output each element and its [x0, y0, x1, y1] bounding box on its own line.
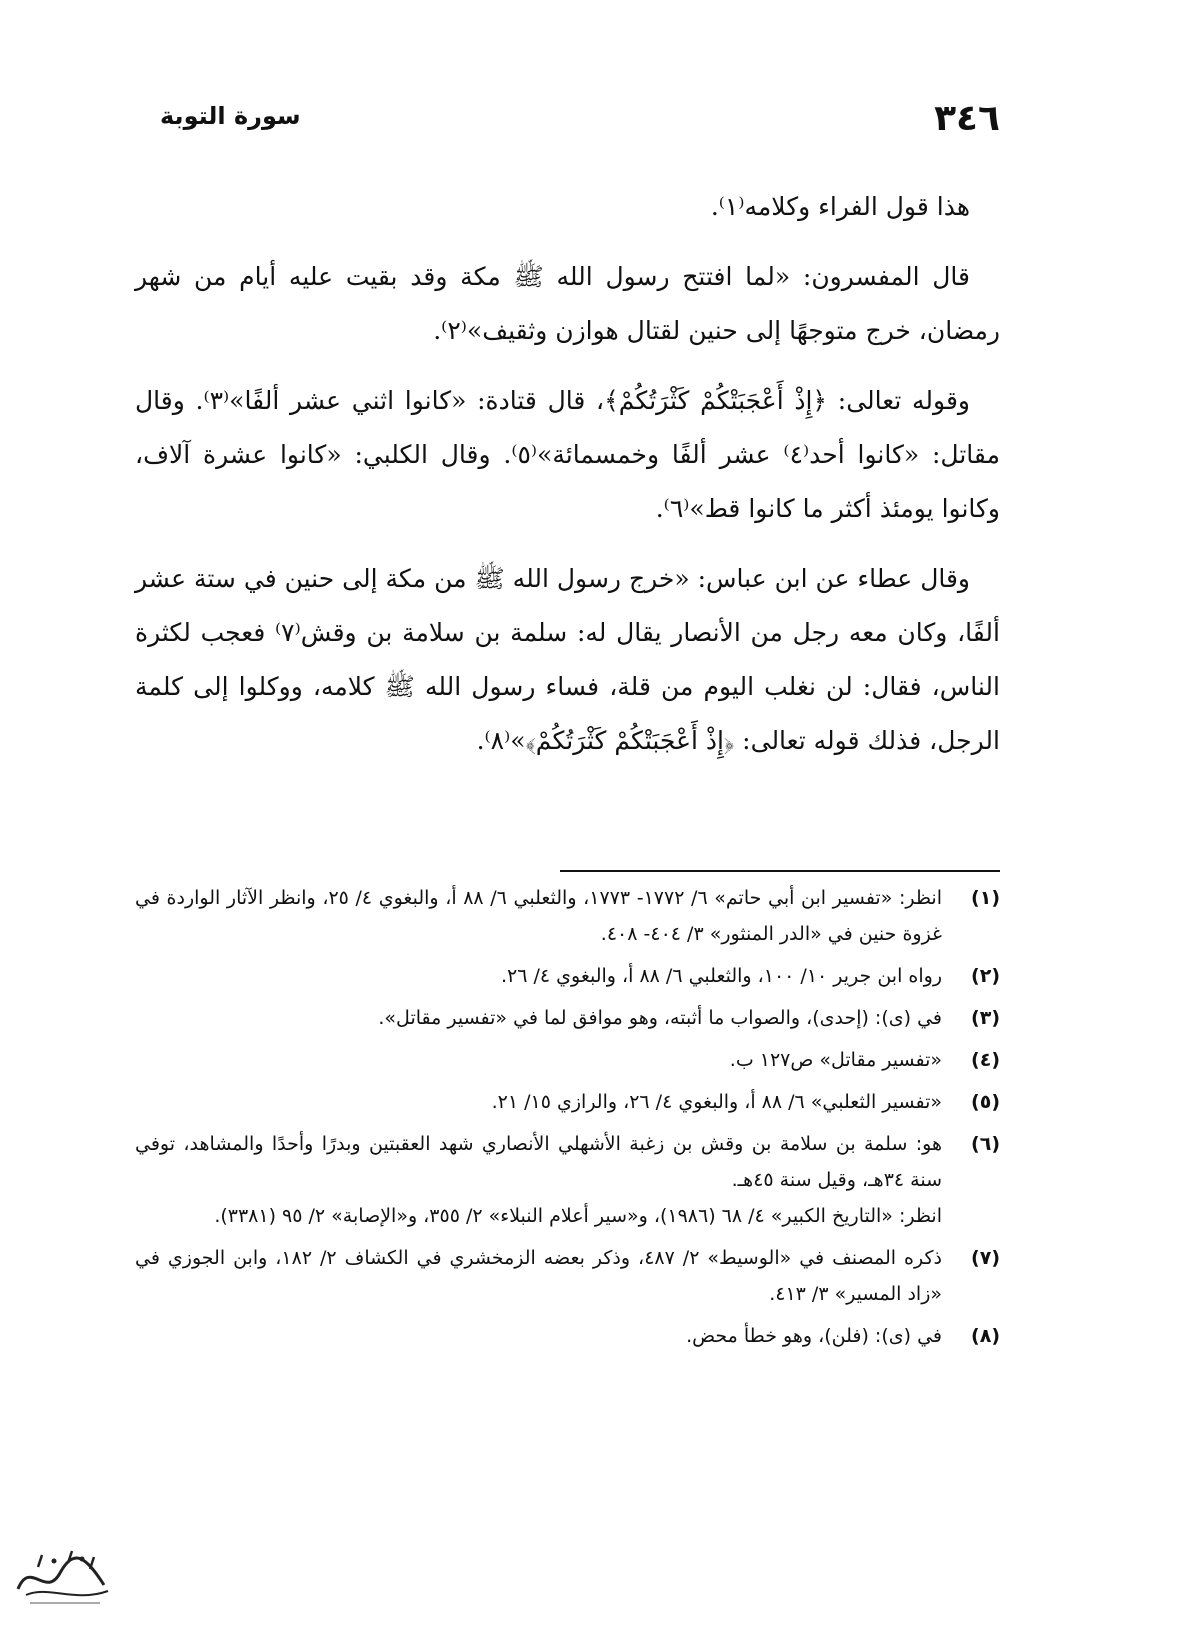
- footnote-number: (٥): [971, 1091, 1000, 1113]
- surah-name: سورة التوبة: [160, 102, 301, 130]
- footnote: [135, 1000, 1000, 1036]
- footnote: [135, 1318, 1000, 1354]
- footnote-text: «تفسير الثعلبي» ٦/ ٨٨ أ، والبغوي ٤/ ٢٦، والرازي ١٥/ ٢١.: [491, 1091, 942, 1113]
- main-text: [135, 180, 1000, 784]
- paragraph: وقال عطاء عن ابن عباس: «خرج رسول الله ﷺ من مكة إلى حنين في ستة عشر ألفًا، وكان معه رجل من الأنصار يقال له: سلمة بن سلامة بن وقش⁽٧⁾ فعجب لكثرة الناس، فقال: لن نغلب اليوم من قلة، فساء رسول الله ﷺ كلامه، ووكلوا إلى كلمة الرجل، فذلك قوله تعالى: ﴿إِذْ أَعْجَبَتْكُمْ كَثْرَتُكُمْ﴾»⁽٨⁾.: [135, 564, 1000, 755]
- footnote: [135, 880, 1000, 952]
- footnote-body: [135, 880, 942, 952]
- footnote-body: [135, 1084, 942, 1120]
- footnote-text: في (ى): (إحدى)، والصواب ما أثبته، وهو موافق لما في «تفسير مقاتل».: [378, 1007, 942, 1029]
- footnote: [135, 1042, 1000, 1078]
- footnote-number: (٨): [971, 1325, 1000, 1347]
- footnote-text: «تفسير مقاتل» ص١٢٧ ب.: [729, 1049, 942, 1071]
- footnote-number: (٣): [971, 1007, 1000, 1029]
- footnote-text: ذكره المصنف في «الوسيط» ٢/ ٤٨٧، وذكر بعضه الزمخشري في الكشاف ٢/ ١٨٢، وابن الجوزي في «زاد المسير» ٣/ ٤١٣.: [135, 1247, 942, 1305]
- footnote-text: انظر: «تفسير ابن أبي حاتم» ٦/ ١٧٧٢- ١٧٧٣، والثعلبي ٦/ ٨٨ أ، والبغوي ٤/ ٢٥، وانظر الآثار الواردة في غزوة حنين في «الدر المنثور» ٣/ ٤٠٤- ٤٠٨.: [135, 887, 942, 945]
- footnote-number: (١): [971, 887, 1000, 909]
- footnote-body: [135, 1042, 942, 1078]
- footnote: [135, 1126, 1000, 1234]
- footnote-number: (٦): [971, 1133, 1000, 1155]
- paragraph: وقوله تعالى: ﴿إِذْ أَعْجَبَتْكُمْ كَثْرَتُكُمْ﴾، قال قتادة: «كانوا اثني عشر ألفًا»⁽٣⁾. وقال مقاتل: «كانوا أحد⁽٤⁾ عشر ألفًا وخمسمائة»⁽٥⁾. وقال الكلبي: «كانوا عشرة آلاف، وكانوا يومئذ أكثر ما كانوا قط»⁽٦⁾.: [135, 386, 1000, 523]
- page-number: ٣٤٦: [934, 98, 1000, 139]
- footnote-text: انظر: «التاريخ الكبير» ٤/ ٦٨ (١٩٨٦)، و«سير أعلام النبلاء» ٢/ ٣٥٥، و«الإصابة» ٢/ ٩٥ (٣٣٨١).: [214, 1205, 942, 1227]
- footnote: [135, 958, 1000, 994]
- footnote: [135, 1240, 1000, 1312]
- footnotes: [135, 880, 1000, 1360]
- footnote-body: [135, 1126, 942, 1234]
- publisher-stamp-icon: [8, 1545, 120, 1609]
- footnote-text: رواه ابن جرير ١٠/ ١٠٠، والثعلبي ٦/ ٨٨ أ، والبغوي ٤/ ٢٦.: [500, 965, 942, 987]
- page-header: [160, 98, 1000, 142]
- footnote-text: في (ى): (فلن)، وهو خطأ محض.: [686, 1325, 942, 1347]
- footnote-number: (٢): [971, 965, 1000, 987]
- footnote-body: [135, 958, 942, 994]
- paragraph: هذا قول الفراء وكلامه⁽١⁾.: [710, 192, 970, 221]
- footnote-number: (٤): [971, 1049, 1000, 1071]
- footnote: [135, 1084, 1000, 1120]
- footnote-number: (٧): [971, 1247, 1000, 1269]
- footnote-text: هو: سلمة بن سلامة بن وقش بن زغبة الأشهلي الأنصاري شهد العقبتين وبدرًا وأحدًا والمشاهد، توفي سنة ٣٤هـ، وقيل سنة ٤٥هـ.: [135, 1133, 942, 1191]
- footnote-body: [135, 1240, 942, 1312]
- footnote-body: [135, 1000, 942, 1036]
- footnote-body: [135, 1318, 942, 1354]
- footnote-divider: [560, 870, 1000, 872]
- paragraph: قال المفسرون: «لما افتتح رسول الله ﷺ مكة وقد بقيت عليه أيام من شهر رمضان، خرج متوجهًا إلى حنين لقتال هوازن وثقيف»⁽٢⁾.: [135, 262, 1000, 345]
